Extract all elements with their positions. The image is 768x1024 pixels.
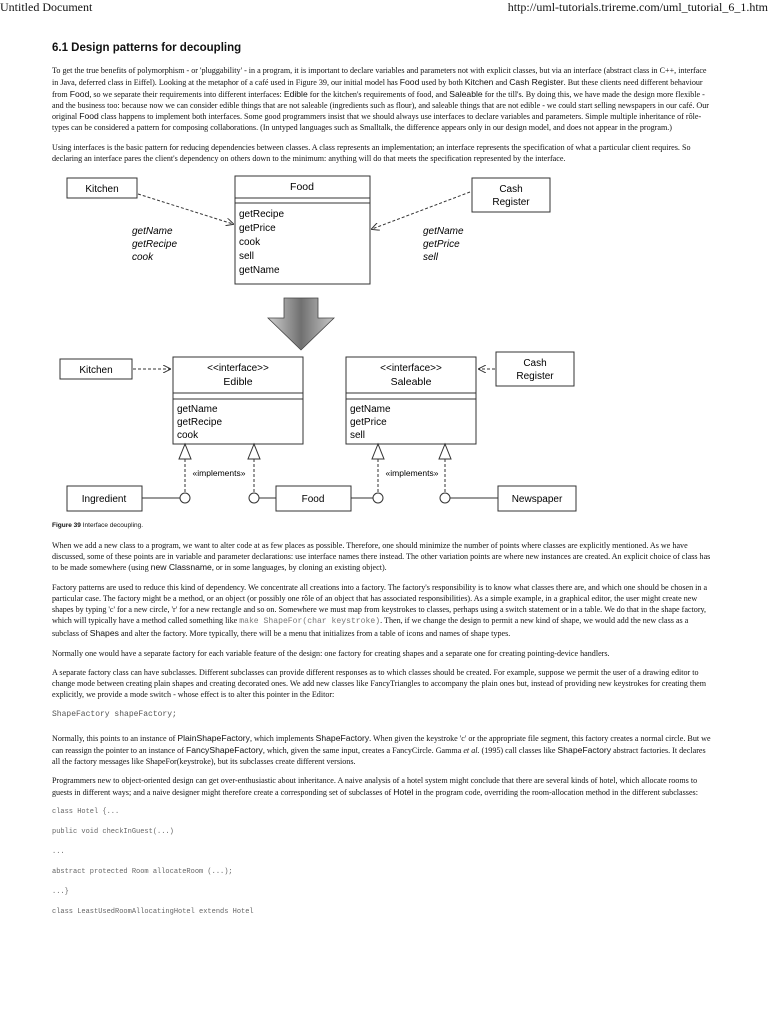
cash-register-ops-note (423, 226, 464, 263)
saleable-interface-box (346, 357, 476, 444)
edible-stereotype: <<interface>> (207, 362, 269, 374)
cash-register-label-1: Cash (499, 183, 523, 195)
figure-label: Figure 39 (52, 521, 81, 529)
food-op: getRecipe (239, 208, 285, 220)
food-class-box (235, 176, 370, 284)
edible-op: cook (177, 429, 199, 441)
paragraph-plain-shape-factory: Normally, this points to an instance of PlainShapeFactory, which implements ShapeFactory. When given the keystroke 'c' or the appropriate file segment, this factory creates a normal circle. But we can reassign the pointer to an instance of FancyShapeFactory, which, given the same input, creates a FancyCircle. Gamma et al. (1995) call classes like ShapeFactory abstract factories. It declares all the factory messages like ShapeFor(keystroke), but its subclasses create different versions. (52, 732, 711, 766)
code-line: ...} (52, 888, 69, 897)
food-op: getPrice (239, 222, 276, 234)
svg-text:getRecipe: getRecipe (132, 238, 178, 250)
svg-text:getName: getName (423, 225, 464, 237)
paragraph-new-class: When we add a new class to a program, we want to alter code at as few places as possible. Therefore, one should minimize the number of points where classes are explicitly mentioned. As we have discussed, some of these points are in variable and parameter declarations: use interface names there instead. The other variation points are where new instances are created. An explicit choice of class has to be made somewhere (using new Classname, or in some languages, by cloning an existing object). (52, 540, 711, 573)
paragraph-polymorphism: To get the true benefits of polymorphism - or 'pluggability' - in a program, it is important to declare variables and parameters not with explicit classes, but via an interface (abstract class in C++, interface in Java, deferred class in Eiffel). Looking at the metaphor of a café used in Figure 39, our initial model has Food used by both Kitchen and Cash Register. But these clients need different behaviour from Food, so we separate their requirements into different interfaces: Edible for the kitchen's requirements of food, and Saleable for the till's. By doing this, we have made the design more flexible - and the business too: because now we can consider edible things that are not saleable (ingredients such as flour), and saleable things that are not edible - we could start selling newspapers in our café. Our original Food class happens to implement both interfaces. Some good programmers insist that we should always use interfaces to declare variables and parameters. Simple multiple inheritance of rôle-types can be considered a pattern for composing collaborations. (In untyped languages such as Smalltalk, the difference appears only in our design model, and does not appear in the program.) (52, 66, 709, 133)
cash-register-box-bottom (496, 352, 574, 386)
page-url: http://uml-tutorials.trireme.com/uml_tutorial_6_1.htm (507, 0, 768, 14)
cash-register-label-2: Register (492, 196, 530, 208)
paragraph-factory-subclasses: A separate factory class can have subclasses. Different subclasses can provide different responses as to which classes should be created. For example, suppose we permit the user of a drawing editor to change mode between creating plain shapes and creating decorated ones. We add new classes like FancyTriangles to accompany the plain ones but, instead of providing new keystrokes for creating them explicitly, we provide a mode switch - whose effect is to alter this pointer in the Editor: (52, 668, 707, 700)
cash-register-label-2: Register (516, 370, 554, 382)
food-label-bottom: Food (301, 493, 325, 505)
cash-register-label-1: Cash (523, 357, 547, 369)
ingredient-box (67, 486, 142, 511)
paragraph-separate-factory: Normally one would have a separate factory for each variable feature of the design: one factory for creating shapes and a separate one for creating pointing-device handlers. (52, 648, 610, 658)
paragraph-factory: Factory patterns are used to reduce this kind of dependency. We concentrate all creations into a factory. The factory's responsibility is to know what classes there are, and which one should be chosen in a particular case. The factory might be a method, or an object (or possibly one rôle of an object that has associated responsibilities). As a simple example, in a graphical editor, the user might create new shapes by typing 'c' for a new circle, 'r' for a new rectangle and so on. Somewhere we must map from keystrokes to classes, perhaps using a switch statement or in a table. We do that in the shape factory, which will typically have a method called something like make ShapeFor(char keystroke). Then, if we change the design to permit a new kind of shape, we would add the new class as a subclass of Shapes and alter the factory. More typically, there will be a menu that initializes from a table of icons and names of shape types. (52, 583, 708, 638)
document-title: Untitled Document (0, 0, 93, 14)
svg-text:getPrice: getPrice (423, 238, 460, 250)
food-class-name: Food (290, 180, 314, 193)
article (52, 42, 714, 928)
svg-text:getName: getName (132, 225, 173, 237)
svg-text:cook: cook (132, 251, 154, 263)
newspaper-label: Newspaper (511, 493, 563, 505)
dependency-arrow (138, 194, 233, 224)
food-op: cook (239, 236, 261, 248)
code-line: abstract protected Room allocateRoom (...); (52, 868, 233, 877)
code-shape-factory: ShapeFactory shapeFactory; (52, 709, 177, 719)
paragraph-hotel: Programmers new to object-oriented design can get over-enthusiastic about inheritance. A naive analysis of a hotel system might conclude that there are several kinds of hotel, which allocate rooms to guests in different ways; and a naive designer might therefore create a corresponding set of subclasses of Hotel in the program code, overriding the room-allocation method in the different subclasses: (52, 776, 698, 798)
saleable-op: sell (350, 429, 366, 441)
kitchen-label-top: Kitchen (85, 183, 119, 195)
food-box-bottom (276, 486, 351, 511)
cash-register-box-top (472, 178, 550, 212)
svg-text:sell: sell (423, 251, 439, 263)
implements-label-right: «implements» (385, 467, 439, 478)
edible-interface-box (173, 357, 303, 444)
uml-diagram (52, 174, 714, 516)
edible-name: Edible (223, 375, 253, 388)
transform-arrow (268, 298, 334, 350)
section-title: 6.1 Design patterns for decoupling (52, 42, 242, 54)
edible-op: getName (177, 403, 218, 415)
food-op: sell (239, 250, 255, 262)
newspaper-box (498, 486, 576, 511)
saleable-stereotype: <<interface>> (380, 362, 442, 374)
code-line: public void checkInGuest(...) (52, 828, 174, 837)
saleable-name: Saleable (390, 375, 432, 388)
figure-caption: Figure 39 Interface decoupling. (52, 521, 144, 529)
code-line: ... (52, 848, 65, 857)
kitchen-ops-note (132, 226, 177, 263)
ingredient-label: Ingredient (81, 493, 127, 505)
kitchen-label-bottom: Kitchen (79, 364, 113, 376)
kitchen-box-bottom (60, 359, 132, 379)
code-line: class Hotel {... (52, 808, 120, 817)
figure-39-diagram (52, 174, 714, 516)
browser-print-header (0, 0, 768, 16)
kitchen-box-top (67, 178, 137, 198)
saleable-op: getPrice (350, 416, 387, 428)
dependency-arrow (372, 192, 470, 229)
edible-op: getRecipe (177, 416, 223, 428)
paragraph-interfaces: Using interfaces is the basic pattern for reducing dependencies between classes. A class represents an implementation; an interface represents the specification of what a particular client requires. So declaring an interface pares the client's dependency on others down to the minimum: anything will do that meets the specification represented by the interface. (52, 143, 691, 163)
food-op: getName (239, 264, 280, 276)
code-line: class LeastUsedRoomAllocatingHotel extends Hotel (52, 908, 254, 917)
implements-label-left: «implements» (192, 467, 246, 478)
saleable-op: getName (350, 403, 391, 415)
